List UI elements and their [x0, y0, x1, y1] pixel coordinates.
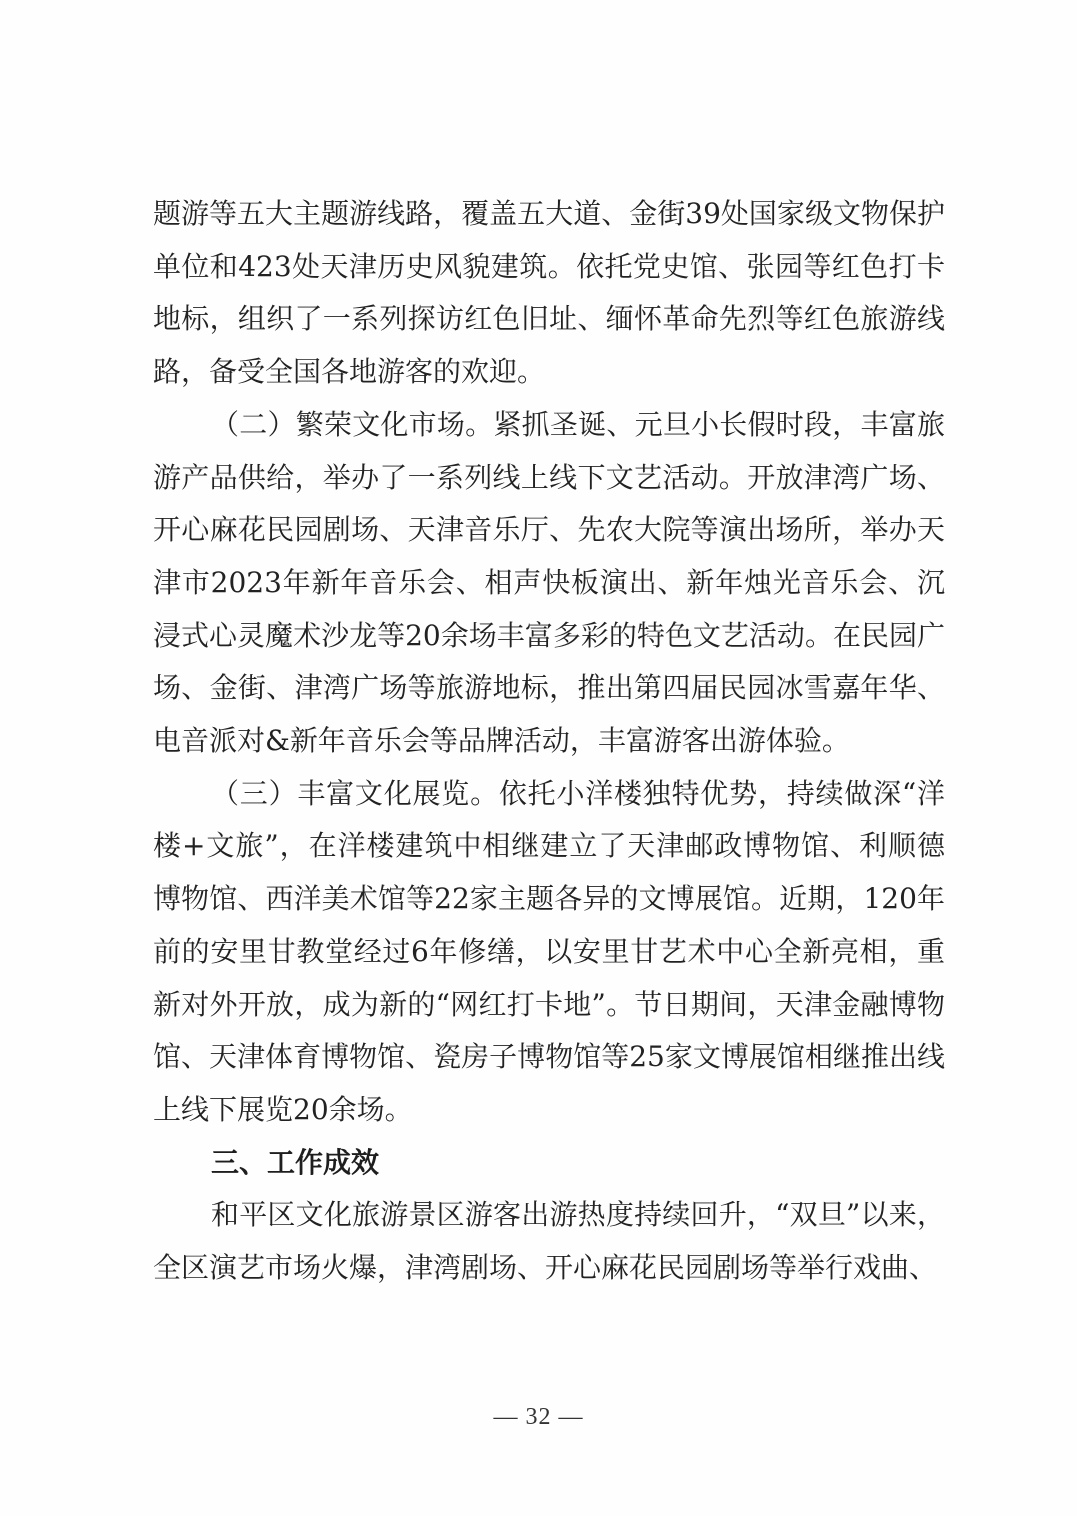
paragraph-work-results: 和平区文化旅游景区游客出游热度持续回升，“双旦”以来，全区演艺市场火爆，津湾剧场、开心麻花民园剧场等举行戏曲、: [153, 1198, 945, 1285]
paragraph-themed-routes: 题游等五大主题游线路，覆盖五大道、金街39处国家级文物保护单位和423处天津历史风貌建筑。依托党史馆、张园等红色打卡地标，组织了一系列探访红色旧址、缅怀革命先烈等红色旅游线路，备受全国各地游客的欢迎。: [153, 197, 945, 389]
paragraph-cultural-exhibitions: （三）丰富文化展览。依托小洋楼独特优势，持续做深“洋楼+文旅”，在洋楼建筑中相继建立了天津邮政博物馆、利顺德博物馆、西洋美术馆等22家主题各异的文博展馆。近期，120年前的安里甘教堂经过6年修缮，以安里甘艺术中心全新亮相，重新对外开放，成为新的“网红打卡地”。节日期间，天津金融博物馆、天津体育博物馆、瓷房子博物馆等25家文博展馆相继推出线上线下展览20余场。: [153, 776, 945, 1126]
paragraph-cultural-market: （二）繁荣文化市场。紧抓圣诞、元旦小长假时段，丰富旅游产品供给，举办了一系列线上线下文艺活动。开放津湾广场、开心麻花民园剧场、天津音乐厅、先农大院等演出场所，举办天津市2023年新年音乐会、相声快板演出、新年烛光音乐会、沉浸式心灵魔术沙龙等20余场丰富多彩的特色文艺活动。在民园广场、金街、津湾广场等旅游地标，推出第四届民园冰雪嘉年华、电音派对&新年音乐会等品牌活动，丰富游客出游体验。: [153, 407, 945, 758]
page-number: — 32 —: [493, 1404, 584, 1430]
section-heading-work-results: 三、工作成效: [211, 1145, 380, 1179]
document-body: [153, 188, 945, 1295]
